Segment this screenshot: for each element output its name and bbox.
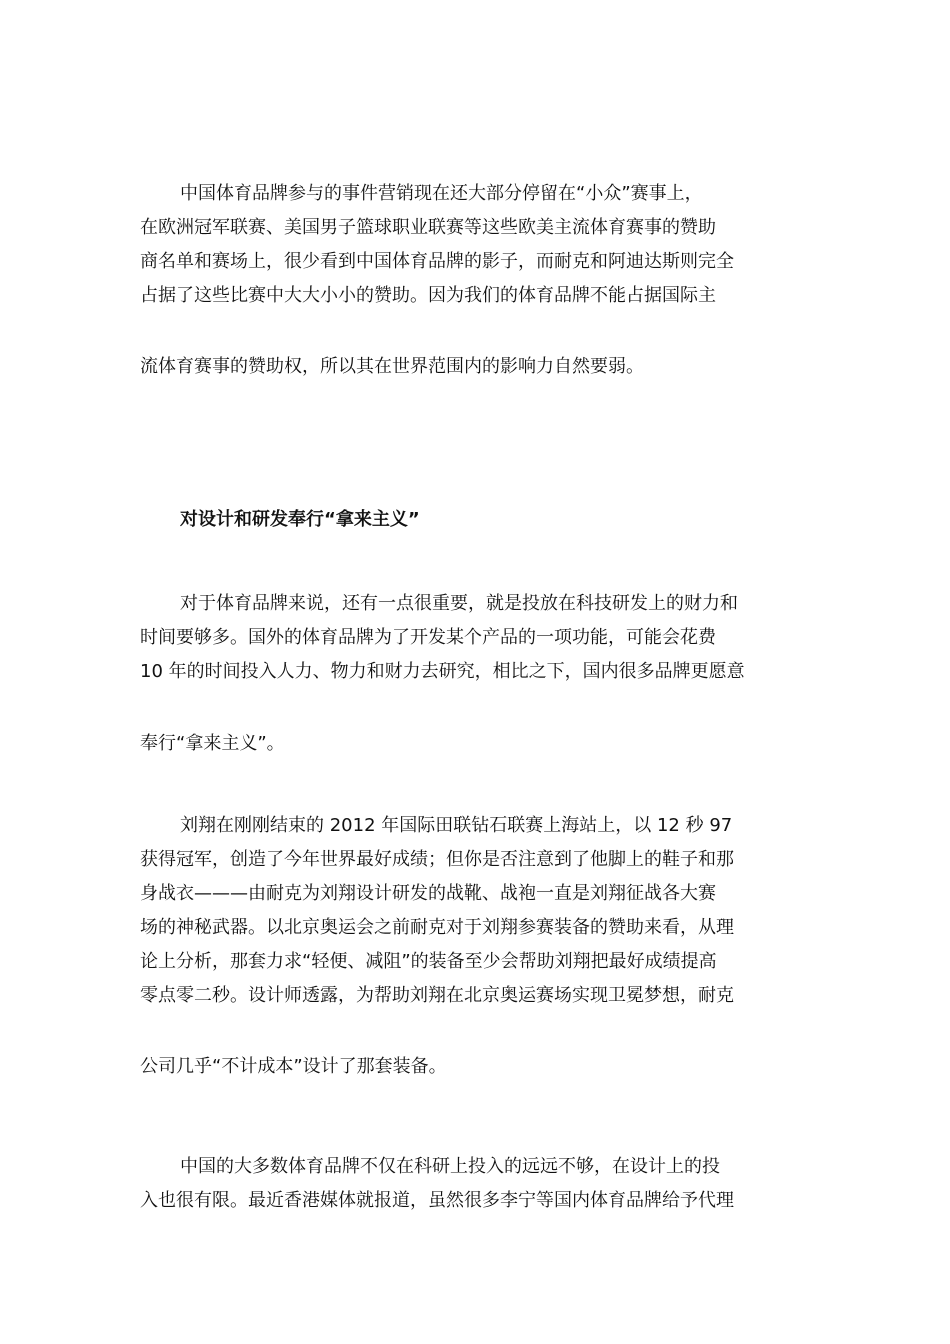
paragraph-2-line-1: 对于体育品牌来说，还有一点很重要，就是投放在科技研发上的财力和 [180, 593, 738, 614]
paragraph-1-line-2: 在欧洲冠军联赛、美国男子篮球职业联赛等这些欧美主流体育赛事的赞助 [140, 217, 716, 238]
paragraph-1-line-4: 占据了这些比赛中大大小小的赞助。因为我们的体育品牌不能占据国际主 [140, 285, 716, 306]
paragraph-2-line-4: 奉行“拿来主义”。 [140, 733, 285, 754]
paragraph-3-line-7: 公司几乎“不计成本”设计了那套装备。 [140, 1056, 447, 1077]
paragraph-3-line-5: 论上分析，那套力求“轻便、减阻”的装备至少会帮助刘翔把最好成绩提高 [140, 951, 717, 972]
paragraph-4-line-1: 中国的大多数体育品牌不仅在科研上投入的远远不够，在设计上的投 [180, 1156, 720, 1177]
paragraph-1-line-1: 中国体育品牌参与的事件营销现在还大部分停留在“小众”赛事上， [180, 183, 703, 204]
paragraph-3-line-3: 身战衣———由耐克为刘翔设计研发的战靴、战袍一直是刘翔征战各大赛 [140, 883, 716, 904]
paragraph-3-line-6: 零点零二秒。设计师透露，为帮助刘翔在北京奥运赛场实现卫冕梦想，耐克 [140, 985, 734, 1006]
paragraph-2-line-2: 时间要够多。国外的体育品牌为了开发某个产品的一项功能，可能会花费 [140, 627, 716, 648]
section-heading: 对设计和研发奉行“拿来主义” [180, 509, 420, 530]
paragraph-1-line-3: 商名单和赛场上，很少看到中国体育品牌的影子，而耐克和阿迪达斯则完全 [140, 251, 734, 272]
paragraph-3-line-4: 场的神秘武器。以北京奥运会之前耐克对于刘翔参赛装备的赞助来看，从理 [140, 917, 734, 938]
paragraph-3-line-1: 刘翔在刚刚结束的 2012 年国际田联钻石联赛上海站上，以 12 秒 97 [180, 815, 733, 836]
paragraph-3-line-2: 获得冠军，创造了今年世界最好成绩；但你是否注意到了他脚上的鞋子和那 [140, 849, 734, 870]
paragraph-4-line-2: 入也很有限。最近香港媒体就报道，虽然很多李宁等国内体育品牌给予代理 [140, 1190, 734, 1211]
paragraph-1-line-5: 流体育赛事的赞助权，所以其在世界范围内的影响力自然要弱。 [140, 356, 644, 377]
paragraph-2-line-3: 10 年的时间投入人力、物力和财力去研究，相比之下，国内很多品牌更愿意 [140, 661, 745, 682]
